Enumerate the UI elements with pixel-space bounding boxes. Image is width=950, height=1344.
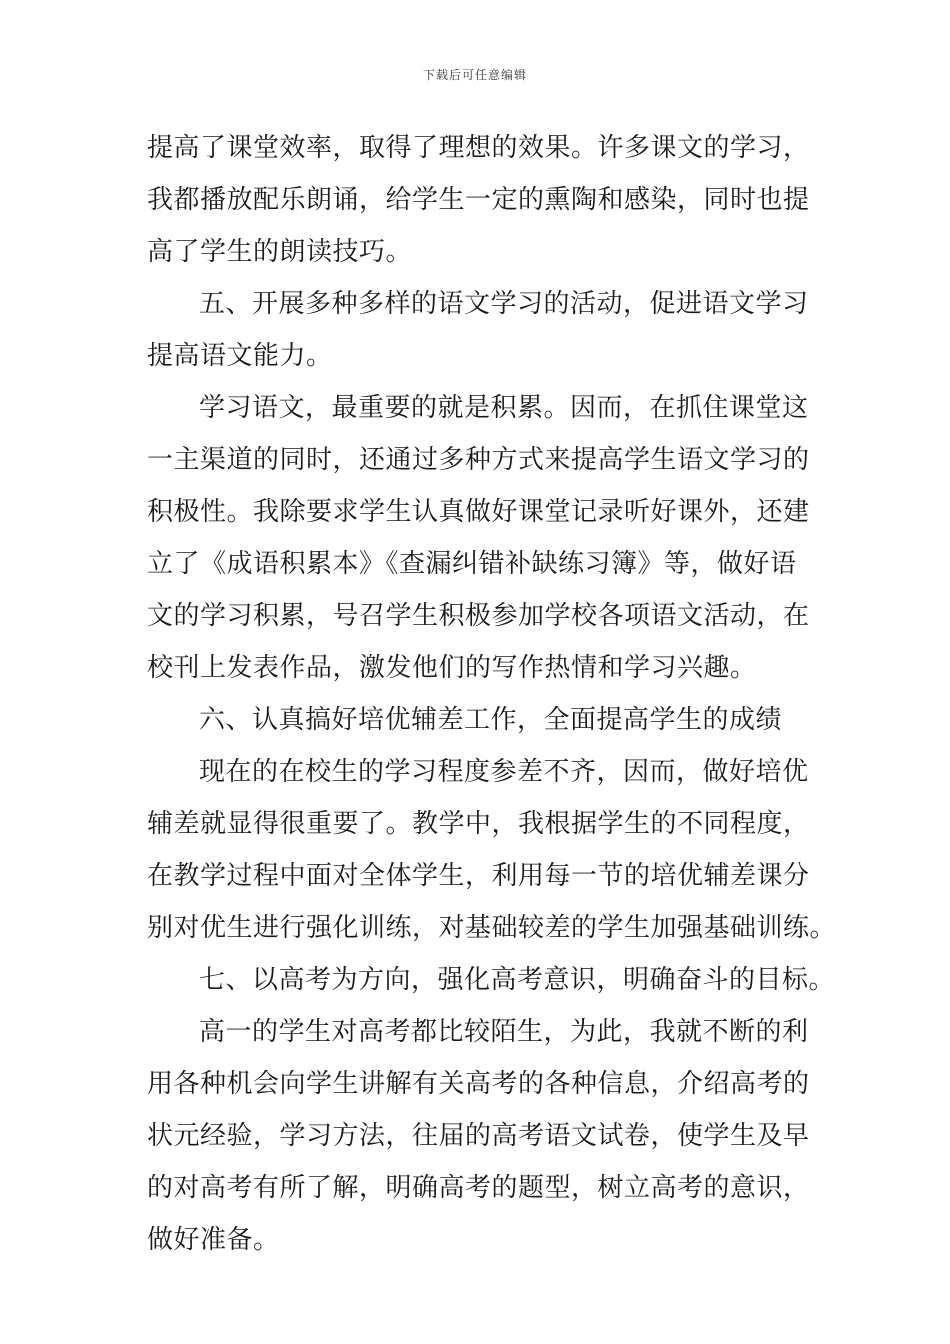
text-line: 辅差就显得很重要了。教学中，我根据学生的不同程度， bbox=[147, 809, 810, 839]
page-header: 下载后可任意编辑 bbox=[422, 68, 527, 82]
text-line: 高一的学生对高考都比较陌生，为此，我就不断的利 bbox=[199, 1017, 809, 1047]
text-line: 高了学生的朗读技巧。 bbox=[147, 237, 413, 267]
section-heading-5: 五、开展多种多样的语文学习的活动，促进语文学习 bbox=[199, 289, 809, 319]
section-heading-6: 六、认真搞好培优辅差工作，全面提高学生的成绩 bbox=[199, 705, 783, 735]
text-line: 别对优生进行强化训练，对基础较差的学生加强基础训练。 bbox=[147, 913, 837, 943]
document-body bbox=[147, 122, 837, 1266]
text-line: 提高了课堂效率，取得了理想的效果。许多课文的学习， bbox=[147, 133, 810, 163]
text-line: 的对高考有所了解，明确高考的题型，树立高考的意识， bbox=[147, 1173, 810, 1203]
text-line: 在教学过程中面对全体学生，利用每一节的培优辅差课分 bbox=[147, 861, 810, 891]
text-line: 我都播放配乐朗诵，给学生一定的熏陶和感染，同时也提 bbox=[147, 185, 810, 215]
text-line: 积极性。我除要求学生认真做好课堂记录听好课外，还建 bbox=[147, 497, 810, 527]
text-line: 提高语文能力。 bbox=[147, 341, 333, 371]
text-line: 状元经验，学习方法，往届的高考语文试卷，使学生及早 bbox=[147, 1121, 810, 1151]
text-line: 文的学习积累，号召学生积极参加学校各项语文活动，在 bbox=[147, 601, 810, 631]
text-line: 现在的在校生的学习程度参差不齐，因而，做好培优 bbox=[199, 757, 809, 787]
section-heading-7: 七、以高考为方向，强化高考意识，明确奋斗的目标。 bbox=[199, 965, 836, 995]
text-line: 一主渠道的同时，还通过多种方式来提高学生语文学习的 bbox=[147, 445, 810, 475]
text-line: 学习语文，最重要的就是积累。因而，在抓住课堂这 bbox=[199, 393, 809, 423]
text-line: 做好准备。 bbox=[147, 1225, 280, 1255]
text-line: 用各种机会向学生讲解有关高考的各种信息，介绍高考的 bbox=[147, 1069, 810, 1099]
text-line: 校刊上发表作品，激发他们的写作热情和学习兴趣。 bbox=[147, 653, 757, 683]
text-line: 立了《成语积累本》《查漏纠错补缺练习簿》等，做好语 bbox=[147, 549, 797, 579]
